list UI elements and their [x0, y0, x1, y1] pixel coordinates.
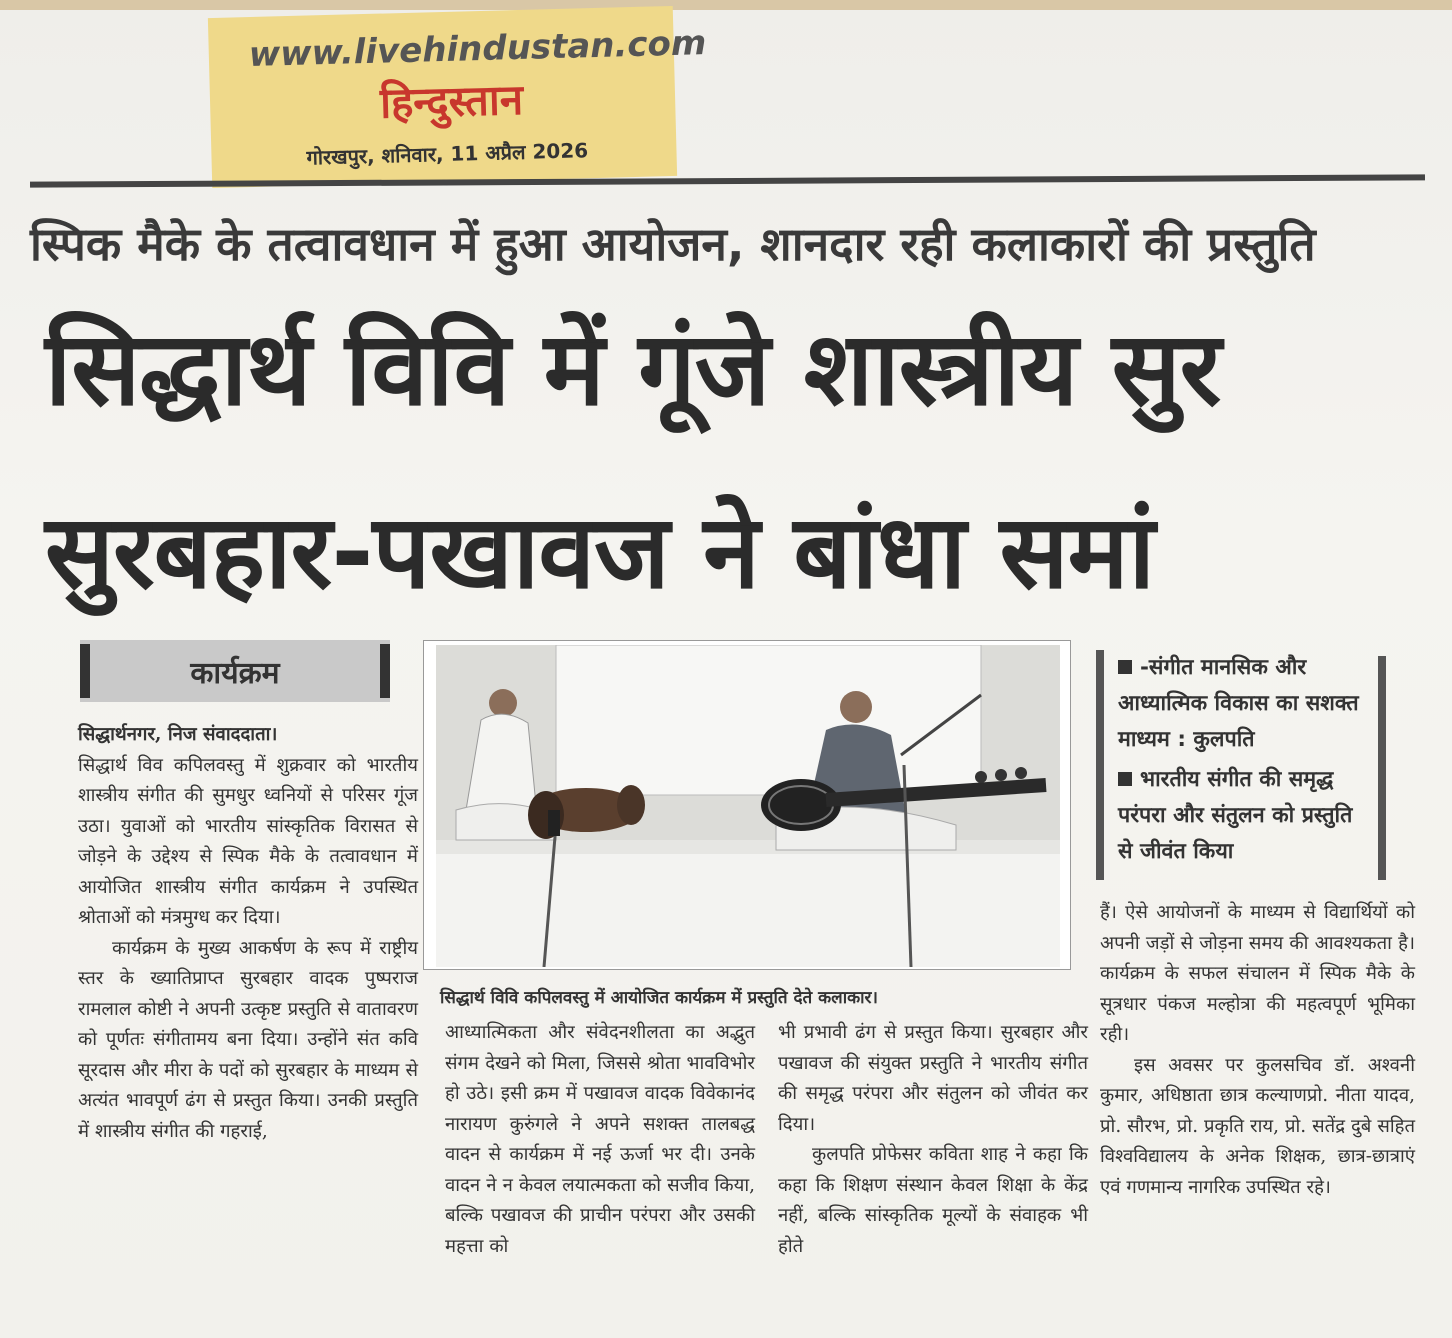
- article-column-4: [1100, 898, 1415, 1203]
- main-headline-line-2: सुरबहार-पखावज ने बांधा समां: [45, 493, 1155, 612]
- masthead-url: www.livehindustan.com: [248, 23, 707, 76]
- article-paragraph: कुलपति प्रोफेसर कविता शाह ने कहा कि कहा कि शिक्षण संस्थान केवल शिक्षा के केंद्र नहीं, बल्कि सांस्कृतिक मूल्यों के संवाहक भी होते: [778, 1144, 1088, 1257]
- article-paragraph: कार्यक्रम के मुख्य आकर्षण के रूप में राष्ट्रीय स्तर के ख्यातिप्राप्त सुरबहार वादक पुष्पराज रामलाल कोष्टी ने अपनी उत्कृष्ट प्रस्तुति से वातावरण को पूर्णतः संगीतामय बना दिया। उन्होंने संत कवि सूरदास और मीरा के पदों को सुरबहार के माध्यम से अत्यंत भावपूर्ण ढंग से प्रस्तुत किया। उनकी प्रस्तुति में शास्त्रीय संगीत की गहराई,: [78, 937, 418, 1142]
- section-tag-left-bar: [80, 644, 90, 698]
- section-tag: [80, 640, 390, 702]
- highlight-item: [1118, 650, 1373, 758]
- highlights-right-bar: [1378, 656, 1386, 880]
- section-tag-label: कार्यक्रम: [190, 655, 280, 691]
- bullet-square-icon: [1118, 772, 1132, 786]
- concert-photo: [436, 645, 1060, 967]
- highlight-text: -संगीत मानसिक और आध्यात्मिक विकास का सशक्त माध्यम : कुलपति: [1118, 655, 1359, 752]
- masthead-brand-logo: हिन्दुस्तान: [379, 74, 524, 128]
- byline: सिद्धार्थनगर, निज संवाददाता।: [78, 724, 278, 745]
- highlights-box: [1096, 650, 1396, 885]
- article-column-3: [778, 1018, 1088, 1262]
- section-tag-right-bar: [380, 644, 390, 698]
- masthead-dateline: गोरखपुर, शनिवार, 11 अप्रैल 2026: [306, 138, 589, 170]
- highlight-text: भारतीय संगीत की समृद्ध परंपरा और संतुलन को प्रस्तुति से जीवंत किया: [1118, 767, 1353, 864]
- article-column-1: [78, 720, 418, 1147]
- article-paragraph: हैं। ऐसे आयोजनों के माध्यम से विद्यार्थियों को अपनी जड़ों से जोड़ना समय की आवश्यकता है। कार्यक्रम के सफल संचालन में स्पिक मैके के सूत्रधार पंकज मल्होत्रा की महत्वपूर्ण भूमिका रही।: [1100, 902, 1415, 1045]
- article-paragraph: आध्यात्मिकता और संवेदनशीलता का अद्भुत संगम देखने को मिला, जिससे श्रोता भावविभोर हो उठे। इसी क्रम में पखावज वादक विवेकानंद नारायण कुरुंगले ने अपने सशक्त तालबद्ध वादन से कार्यक्रम में नई ऊर्जा भर दी। उनके वादन ने न केवल लयात्मकता को सजीव किया, बल्कि पखावज की प्राचीन परंपरा और उसकी महत्ता को: [445, 1022, 755, 1257]
- kicker-headline: स्पिक मैके के तत्वावधान में हुआ आयोजन, शानदार रही कलाकारों की प्रस्तुति: [30, 217, 1316, 271]
- main-headline-line-1: सिद्धार्थ विवि में गूंजे शास्त्रीय सुर: [45, 310, 1221, 429]
- highlights-left-bar: [1096, 650, 1104, 880]
- article-column-2: [445, 1018, 755, 1262]
- article-paragraph: सिद्धार्थ विव कपिलवस्तु में शुक्रवार को भारतीय शास्त्रीय संगीत की सुमधुर ध्वनियों से परिसर गूंज उठा। युवाओं को भारतीय सांस्कृतिक विरासत से जोड़ने के उद्देश्य से स्पिक मैके के तत्वावधान में आयोजित शास्त्रीय संगीत कार्यक्रम ने उपस्थित श्रोताओं को मंत्रमुग्ध कर दिया।: [78, 754, 418, 928]
- page-edge-shadow: [0, 0, 1452, 10]
- highlight-item: [1118, 762, 1373, 870]
- article-paragraph: भी प्रभावी ढंग से प्रस्तुत किया। सुरबहार और पखावज की संयुक्त प्रस्तुति ने भारतीय संगीत की समृद्ध परंपरा और संतुलन को जीवंत कर दिया।: [778, 1022, 1088, 1135]
- bullet-square-icon: [1118, 660, 1132, 674]
- masthead: [208, 6, 707, 188]
- concert-photo-illustration: [436, 645, 1060, 967]
- photo-caption: सिद्धार्थ विवि कपिलवस्तु में आयोजित कार्यक्रम में प्रस्तुति देते कलाकार।: [440, 988, 878, 1008]
- article-paragraph: इस अवसर पर कुलसचिव डॉ. अश्वनी कुमार, अधिष्ठाता छात्र कल्याणप्रो. नीता यादव, प्रो. सौरभ, प्रो. प्रकृति राय, प्रो. सतेंद्र दुबे सहित विश्वविद्यालय के अनेक शिक्षक, छात्र-छात्राएं एवं गणमान्य नागरिक उपस्थित रहे।: [1100, 1054, 1415, 1198]
